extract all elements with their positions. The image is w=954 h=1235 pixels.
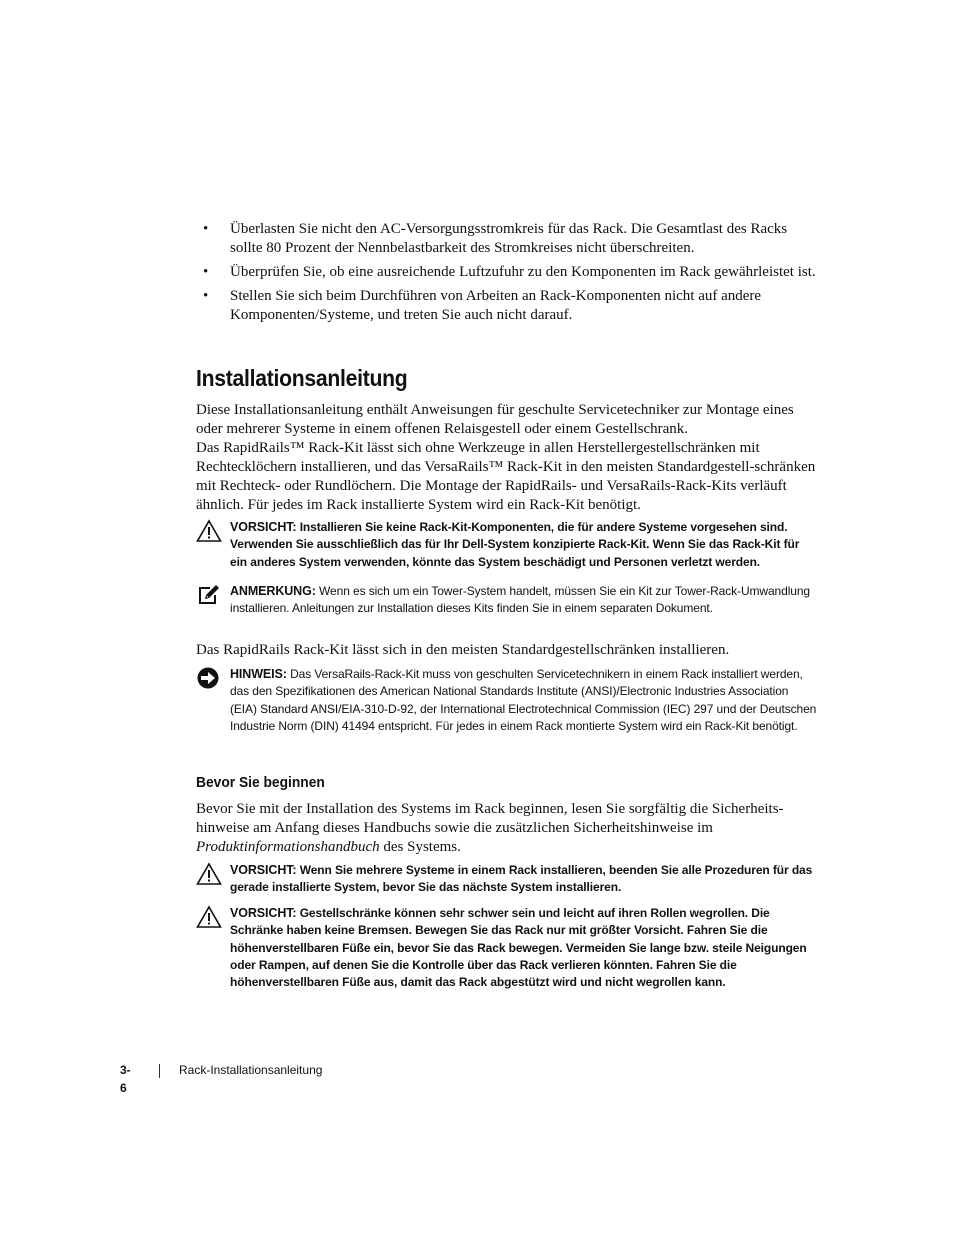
caution-label: VORSICHT: [230, 906, 297, 920]
caution-label: VORSICHT: [230, 520, 297, 534]
rapidrails-paragraph: Das RapidRails Rack-Kit lässt sich in den meisten Standardgestellschränken installieren. [196, 642, 730, 658]
caution-box [196, 905, 818, 991]
intro-paragraph-2: Das RapidRails™ Rack-Kit lässt sich ohne Werkzeuge in allen Herstellergestellschränken mit Rechtecklöchern installieren, und das VersaRails™ Rack-Kit in den meisten Standardgestell-schränken mit Rechteck- oder Rundlöchern. Die Montage der RapidRails- und VersaRails-Rack-Kits verläuft ähnlich. Für jedes im Rack installierte System wird ein Rack-Kit benötigt. [196, 440, 816, 513]
warning-triangle-icon [196, 519, 222, 543]
footer-section-title: Rack-Installationsanleitung [179, 1063, 323, 1077]
warning-triangle-icon [196, 862, 222, 886]
caution-box [196, 862, 818, 897]
list-item [203, 287, 823, 325]
note-text: Wenn es sich um ein Tower-System handelt, müssen Sie ein Kit zur Tower-Rack-Umwandlung installieren. Anleitungen zur Installation dieses Kits finden Sie in einem separaten Dokument. [230, 584, 810, 616]
safety-bullet-list [203, 220, 823, 330]
intro-paragraph-1: Diese Installationsanleitung enthält Anweisungen für geschulte Servicetechniker zur Montage eines oder mehrerer Systeme in einem offenen Relaisgestell oder einem Gestellschrank. [196, 402, 794, 437]
note-box [196, 583, 818, 618]
page-number: 3-6 [120, 1063, 131, 1095]
arrow-circle-icon [196, 666, 222, 690]
manual-title: Produktinformationshandbuch [196, 839, 380, 855]
caution-text: Wenn Sie mehrere Systeme in einem Rack installieren, beenden Sie alle Prozeduren für das gerade installierte System, bevor Sie das nächste System installieren. [230, 863, 813, 895]
section-heading: Installationsanleitung [196, 365, 408, 391]
bullet-symbol: • [203, 221, 209, 237]
caution-text: Gestellschränke können sehr schwer sein und leicht auf ihren Rollen wegrollen. Die Schränke haben keine Bremsen. Bewegen Sie das Rack nur mit größter Vorsicht. Fahren Sie die höhenverstellbaren Füße ein, bevor Sie das Rack bewegen. Vermeiden Sie lange bzw. steile Neigungen oder Rampen, auf denen Sie die Kontrolle über das Rack verlieren könnten. Fahren Sie die höhenverstellbaren Füße aus, damit das Rack abgestützt wird und nicht wegrollen kann. [230, 906, 807, 990]
footer-divider [159, 1064, 160, 1078]
list-item-text: Überlasten Sie nicht den AC-Versorgungsstromkreis für das Rack. Die Gesamtlast des Racks sollte 80 Prozent der Nennbelastbarkeit des Stromkreises nicht überschreiten. [230, 221, 788, 256]
subsection-heading: Bevor Sie beginnen [196, 774, 325, 791]
caution-box [196, 519, 818, 571]
pencil-note-icon [196, 583, 222, 607]
paragraph-text-end: des Systems. [383, 839, 461, 855]
notice-label: HINWEIS: [230, 667, 287, 681]
list-item-text: Stellen Sie sich beim Durchführen von Arbeiten an Rack-Komponenten nicht auf andere Komponenten/Systeme, und treten Sie auch nicht darauf. [230, 288, 762, 323]
bullet-symbol: • [203, 288, 209, 304]
notice-box [196, 666, 818, 735]
list-item [203, 220, 823, 258]
caution-text: Installieren Sie keine Rack-Kit-Komponenten, die für andere Systeme vorgesehen sind. Verwenden Sie ausschließlich das für Ihr Dell-System konzipierte Rack-Kit. Wenn Sie das Rack-Kit für ein anderes System verwenden, könnte das System beschädigt und Personen verletzt werden. [230, 520, 800, 569]
paragraph-text: Bevor Sie mit der Installation des Systems im Rack beginnen, lesen Sie sorgfältig die Sicherheits-hinweise am Anfang dieses Handbuchs sowie die zusätzlichen Sicherheitshinweise im [196, 801, 784, 836]
bullet-symbol: • [203, 264, 209, 280]
before-you-begin-paragraph [196, 800, 816, 857]
list-item [203, 263, 823, 282]
notice-text: Das VersaRails-Rack-Kit muss von geschulten Servicetechnikern in einem Rack installiert werden, das den Spezifikationen des American National Standards Institute (ANSI)/Electronic Industries Association (EIA) Standard ANSI/EIA-310-D-92, der International Electrotechnical Commission (IEC) 297 und der Deutschen Industrie Norm (DIN) 41494 entspricht. Für jedes in einem Rack montierte System wird ein Rack-Kit benötigt. [230, 667, 817, 733]
list-item-text: Überprüfen Sie, ob eine ausreichende Luftzufuhr zu den Komponenten im Rack gewährleistet ist. [230, 264, 816, 280]
warning-triangle-icon [196, 905, 222, 929]
caution-label: VORSICHT: [230, 863, 297, 877]
note-label: ANMERKUNG: [230, 584, 316, 598]
